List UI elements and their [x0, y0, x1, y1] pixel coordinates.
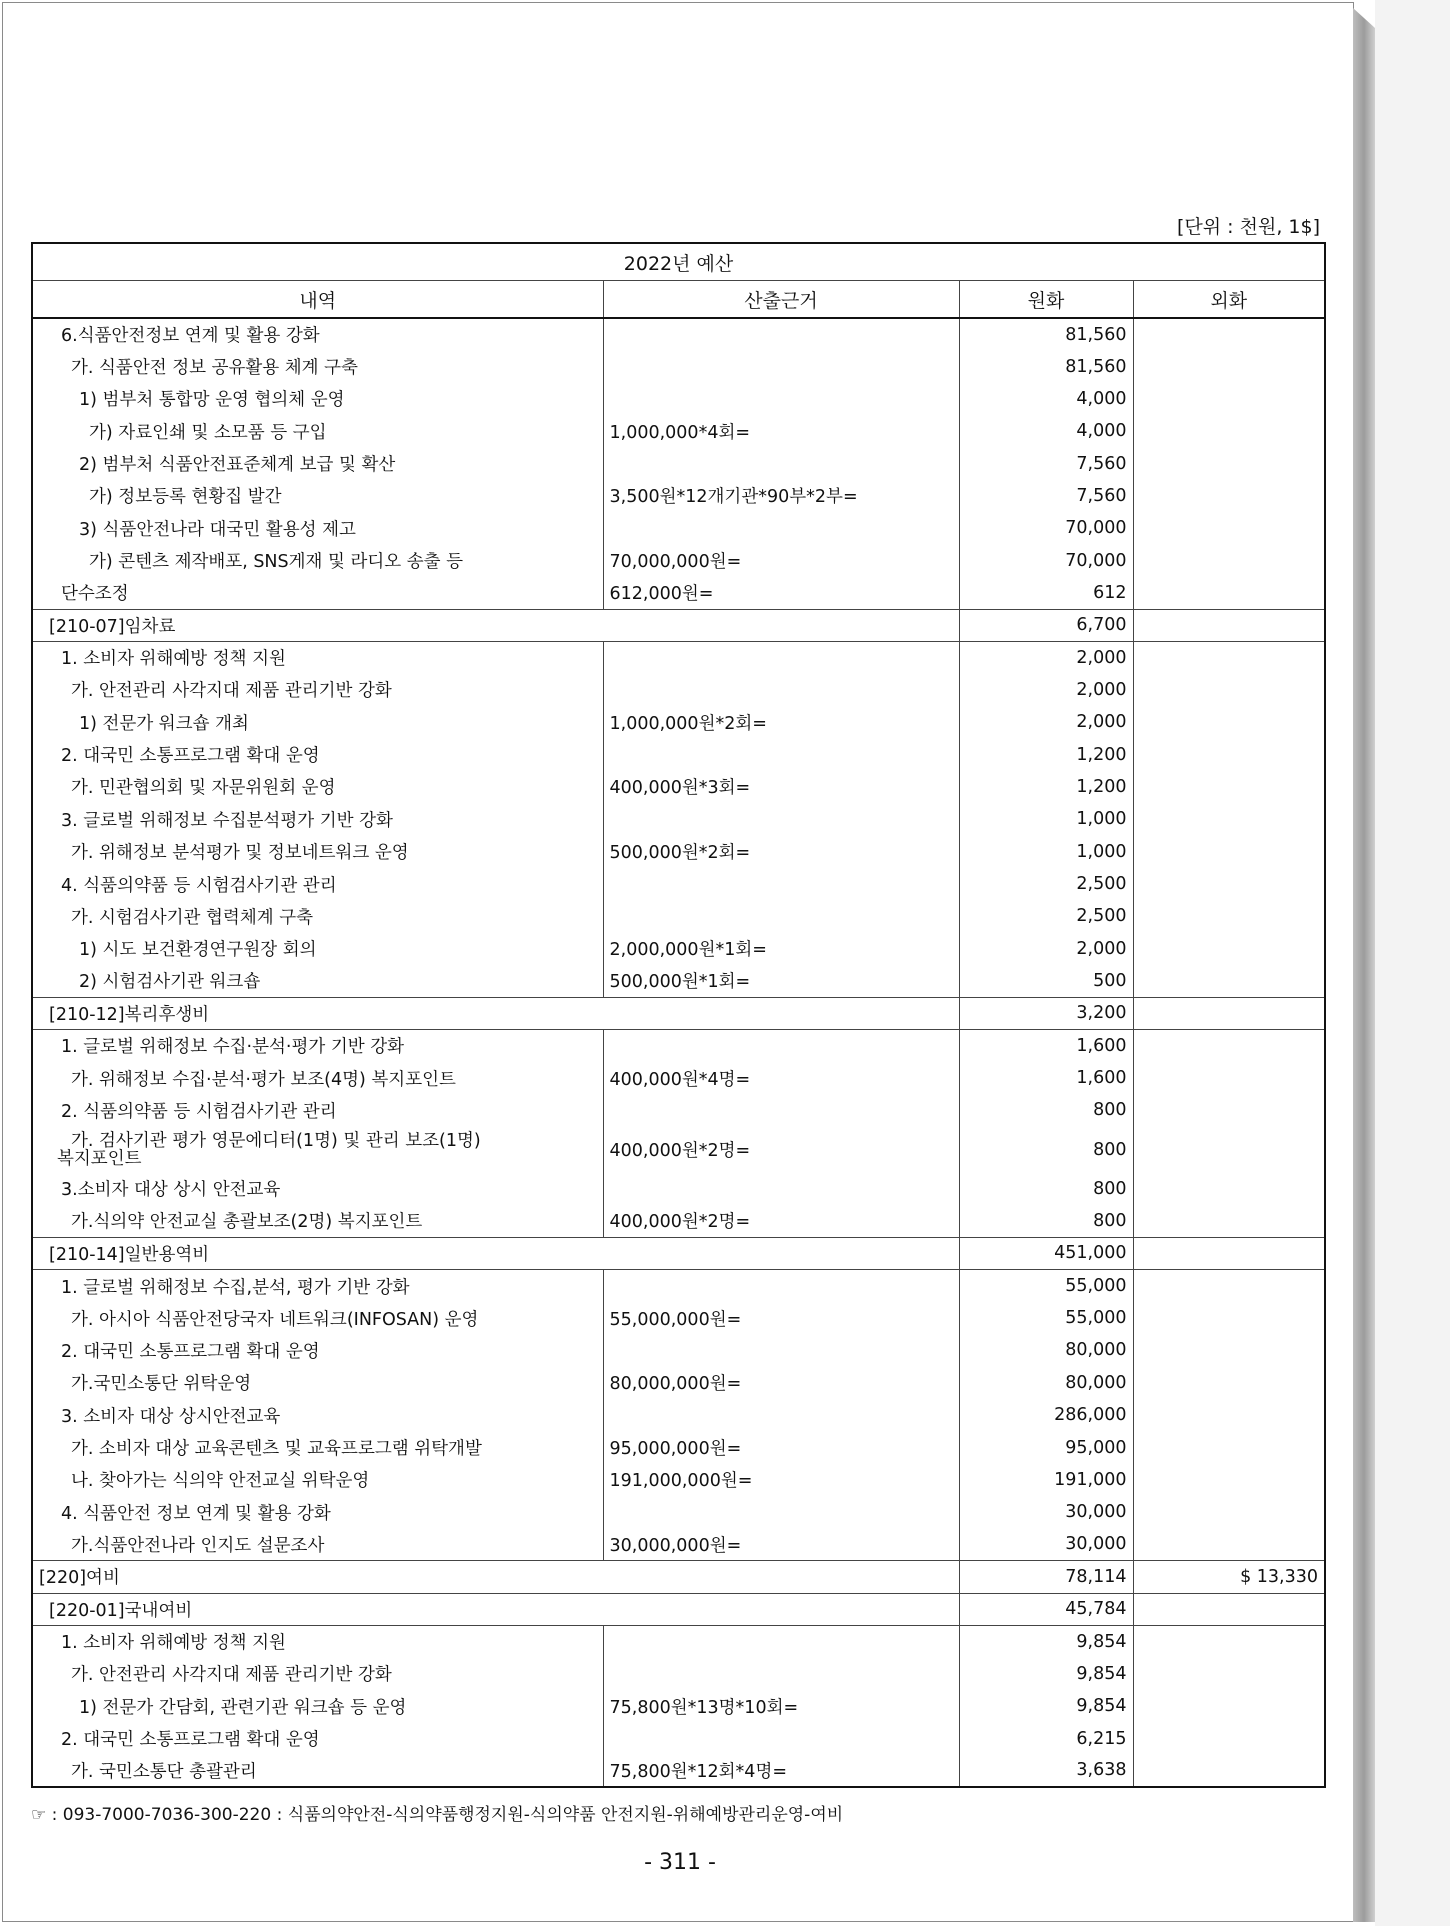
- basis-cell: 2,000,000원*1회=: [603, 933, 959, 965]
- basis-cell: [603, 674, 959, 706]
- krw-cell: 3,200: [959, 997, 1133, 1029]
- krw-cell: 2,000: [959, 933, 1133, 965]
- item-cell: 단수조정: [32, 577, 603, 609]
- foreign-cell: [1133, 1690, 1325, 1722]
- item-text: 가. 검사기관 평가 영문에디터(1명) 및 관리 보조(1명): [71, 1130, 481, 1151]
- basis-cell: [603, 1658, 959, 1690]
- page-edge: [1353, 8, 1375, 1922]
- krw-cell: 70,000: [959, 544, 1133, 576]
- foreign-cell: [1133, 1173, 1325, 1205]
- basis-cell: [603, 641, 959, 673]
- table-row: [32, 544, 1325, 576]
- table-row: [32, 1302, 1325, 1334]
- basis-cell: 400,000원*2명=: [603, 1127, 959, 1173]
- section-row: [32, 1593, 1325, 1625]
- krw-cell: 95,000: [959, 1431, 1133, 1463]
- item-cell: [210-12]복리후생비: [32, 997, 959, 1029]
- table-row: [32, 1496, 1325, 1528]
- table-row: [32, 1722, 1325, 1754]
- foreign-cell: [1133, 1094, 1325, 1126]
- foreign-cell: [1133, 738, 1325, 770]
- foreign-cell: [1133, 1528, 1325, 1560]
- foreign-cell: [1133, 480, 1325, 512]
- table-row: [32, 1464, 1325, 1496]
- basis-cell: [603, 738, 959, 770]
- basis-cell: [603, 1094, 959, 1126]
- item-cell: 1) 전문가 워크숍 개최: [32, 706, 603, 738]
- table-row: [32, 1658, 1325, 1690]
- krw-cell: 4,000: [959, 415, 1133, 447]
- item-cell: 가. 식품안전 정보 공유활용 체계 구축: [32, 350, 603, 382]
- foreign-cell: [1133, 1237, 1325, 1269]
- item-cell: [220-01]국내여비: [32, 1593, 959, 1625]
- basis-cell: [603, 350, 959, 382]
- table-row: [32, 1205, 1325, 1237]
- foreign-cell: [1133, 1270, 1325, 1302]
- basis-cell: 1,000,000*4회=: [603, 415, 959, 447]
- foreign-cell: [1133, 1062, 1325, 1094]
- item-cell: 가.식의약 안전교실 총괄보조(2명) 복지포인트: [32, 1205, 603, 1237]
- item-cell: 가) 콘텐츠 제작배포, SNS게재 및 라디오 송출 등: [32, 544, 603, 576]
- krw-cell: 500: [959, 965, 1133, 997]
- table-row: [32, 1431, 1325, 1463]
- foreign-cell: [1133, 1496, 1325, 1528]
- basis-cell: 30,000,000원=: [603, 1528, 959, 1560]
- item-cell: 2. 대국민 소통프로그램 확대 운영: [32, 738, 603, 770]
- krw-cell: 81,560: [959, 318, 1133, 350]
- section-row: [32, 609, 1325, 641]
- foreign-cell: [1133, 447, 1325, 479]
- table-row: [32, 836, 1325, 868]
- table-row: [32, 415, 1325, 447]
- item-cell: [220]여비: [32, 1561, 959, 1593]
- krw-cell: 3,638: [959, 1755, 1133, 1787]
- krw-cell: 70,000: [959, 512, 1133, 544]
- item-cell: 3. 소비자 대상 상시안전교육: [32, 1399, 603, 1431]
- table-row: [32, 1270, 1325, 1302]
- basis-cell: [603, 803, 959, 835]
- table-row: [32, 706, 1325, 738]
- item-text-continued: 복지포인트: [57, 1148, 142, 1169]
- basis-cell: 500,000원*2회=: [603, 836, 959, 868]
- section-row: [32, 1561, 1325, 1593]
- krw-cell: 9,854: [959, 1690, 1133, 1722]
- basis-cell: [603, 1030, 959, 1062]
- item-cell: 가. 시험검사기관 협력체계 구축: [32, 900, 603, 932]
- foreign-cell: [1133, 1755, 1325, 1787]
- foreign-cell: [1133, 512, 1325, 544]
- foreign-cell: [1133, 771, 1325, 803]
- krw-cell: 800: [959, 1127, 1133, 1173]
- basis-cell: [603, 447, 959, 479]
- basis-cell: [603, 318, 959, 350]
- foreign-cell: [1133, 803, 1325, 835]
- krw-cell: 2,500: [959, 868, 1133, 900]
- item-cell: 3.소비자 대상 상시 안전교육: [32, 1173, 603, 1205]
- basis-cell: 400,000원*2명=: [603, 1205, 959, 1237]
- foreign-cell: [1133, 1334, 1325, 1366]
- foreign-cell: [1133, 1722, 1325, 1754]
- section-row: [32, 997, 1325, 1029]
- krw-cell: 1,200: [959, 771, 1133, 803]
- krw-cell: 2,500: [959, 900, 1133, 932]
- item-cell: 가. 민관협의회 및 자문위원회 운영: [32, 771, 603, 803]
- krw-cell: 45,784: [959, 1593, 1133, 1625]
- item-cell: 2. 대국민 소통프로그램 확대 운영: [32, 1722, 603, 1754]
- table-row: [32, 1690, 1325, 1722]
- table-row: [32, 1399, 1325, 1431]
- item-cell: 가. 안전관리 사각지대 제품 관리기반 강화: [32, 1658, 603, 1690]
- basis-cell: 3,500원*12개기관*90부*2부=: [603, 480, 959, 512]
- krw-cell: 2,000: [959, 706, 1133, 738]
- foreign-cell: [1133, 1205, 1325, 1237]
- basis-cell: 80,000,000원=: [603, 1367, 959, 1399]
- foreign-cell: [1133, 674, 1325, 706]
- footnote: ☞ : 093-7000-7036-300-220 : 식품의약안전-식의약품행정지원-식의약품 안전지원-위해예방관리운영-여비: [31, 1805, 844, 1825]
- item-cell: 2. 대국민 소통프로그램 확대 운영: [32, 1334, 603, 1366]
- table-row: [32, 447, 1325, 479]
- col-header-item: 내역: [32, 281, 603, 319]
- foreign-cell: [1133, 1658, 1325, 1690]
- basis-cell: 500,000원*1회=: [603, 965, 959, 997]
- item-cell: 가. 안전관리 사각지대 제품 관리기반 강화: [32, 674, 603, 706]
- table-row: [32, 900, 1325, 932]
- item-cell: 1) 전문가 간담회, 관련기관 워크숍 등 운영: [32, 1690, 603, 1722]
- table-body: [32, 318, 1325, 1787]
- item-cell: 가) 자료인쇄 및 소모품 등 구입: [32, 415, 603, 447]
- foreign-cell: [1133, 415, 1325, 447]
- krw-cell: 80,000: [959, 1367, 1133, 1399]
- item-cell: 가. 위해정보 수집·분석·평가 보조(4명) 복지포인트: [32, 1062, 603, 1094]
- table-row: [32, 1625, 1325, 1657]
- foreign-cell: [1133, 1464, 1325, 1496]
- foreign-cell: [1133, 1302, 1325, 1334]
- foreign-cell: [1133, 868, 1325, 900]
- krw-cell: 78,114: [959, 1561, 1133, 1593]
- item-cell: 3. 글로벌 위해정보 수집분석평가 기반 강화: [32, 803, 603, 835]
- basis-cell: [603, 1399, 959, 1431]
- krw-cell: 6,215: [959, 1722, 1133, 1754]
- basis-cell: 400,000원*3회=: [603, 771, 959, 803]
- item-cell: 1. 소비자 위해예방 정책 지원: [32, 1625, 603, 1657]
- table-row: [32, 1367, 1325, 1399]
- foreign-cell: [1133, 1030, 1325, 1062]
- foreign-cell: [1133, 1399, 1325, 1431]
- table-row: [32, 318, 1325, 350]
- background-margin: [1375, 0, 1450, 1926]
- table-row: [32, 1062, 1325, 1094]
- item-cell: 가. 위해정보 분석평가 및 정보네트워크 운영: [32, 836, 603, 868]
- krw-cell: 1,600: [959, 1030, 1133, 1062]
- basis-cell: [603, 1270, 959, 1302]
- basis-cell: [603, 868, 959, 900]
- table-row: [32, 1127, 1325, 1173]
- basis-cell: 75,800원*13명*10회=: [603, 1690, 959, 1722]
- item-cell: 1. 소비자 위해예방 정책 지원: [32, 641, 603, 673]
- item-cell: 가. 국민소통단 총괄관리: [32, 1755, 603, 1787]
- krw-cell: 9,854: [959, 1625, 1133, 1657]
- foreign-cell: [1133, 544, 1325, 576]
- krw-cell: 55,000: [959, 1270, 1133, 1302]
- item-cell: [32, 1127, 603, 1173]
- basis-cell: [603, 1496, 959, 1528]
- table-row: [32, 512, 1325, 544]
- basis-cell: 612,000원=: [603, 577, 959, 609]
- basis-cell: 70,000,000원=: [603, 544, 959, 576]
- basis-cell: [603, 512, 959, 544]
- foreign-cell: [1133, 318, 1325, 350]
- krw-cell: 1,200: [959, 738, 1133, 770]
- krw-cell: 81,560: [959, 350, 1133, 382]
- krw-cell: 800: [959, 1173, 1133, 1205]
- krw-cell: 1,000: [959, 803, 1133, 835]
- foreign-cell: $ 13,330: [1133, 1561, 1325, 1593]
- table-row: [32, 965, 1325, 997]
- table-row: [32, 868, 1325, 900]
- krw-cell: 2,000: [959, 674, 1133, 706]
- col-header-krw: 원화: [959, 281, 1133, 319]
- krw-cell: 4,000: [959, 383, 1133, 415]
- table-row: [32, 933, 1325, 965]
- col-header-basis: 산출근거: [603, 281, 959, 319]
- item-cell: 4. 식품안전 정보 연계 및 활용 강화: [32, 1496, 603, 1528]
- krw-cell: 30,000: [959, 1528, 1133, 1560]
- krw-cell: 6,700: [959, 609, 1133, 641]
- table-row: [32, 350, 1325, 382]
- basis-cell: [603, 1334, 959, 1366]
- basis-cell: 191,000,000원=: [603, 1464, 959, 1496]
- krw-cell: 191,000: [959, 1464, 1133, 1496]
- table-row: [32, 674, 1325, 706]
- krw-cell: 1,600: [959, 1062, 1133, 1094]
- krw-cell: 800: [959, 1094, 1133, 1126]
- krw-cell: 7,560: [959, 447, 1133, 479]
- krw-cell: 7,560: [959, 480, 1133, 512]
- item-cell: 가. 소비자 대상 교육콘텐츠 및 교육프로그램 위탁개발: [32, 1431, 603, 1463]
- krw-cell: 30,000: [959, 1496, 1133, 1528]
- item-cell: 6.식품안전정보 연계 및 활용 강화: [32, 318, 603, 350]
- basis-cell: [603, 1625, 959, 1657]
- table-row: [32, 771, 1325, 803]
- table-row: [32, 738, 1325, 770]
- foreign-cell: [1133, 577, 1325, 609]
- krw-cell: 451,000: [959, 1237, 1133, 1269]
- item-cell: 가.식품안전나라 인지도 설문조사: [32, 1528, 603, 1560]
- table-title: 2022년 예산: [32, 243, 1325, 281]
- item-cell: 2) 범부처 식품안전표준체계 보급 및 확산: [32, 447, 603, 479]
- basis-cell: [603, 900, 959, 932]
- foreign-cell: [1133, 933, 1325, 965]
- basis-cell: [603, 1173, 959, 1205]
- foreign-cell: [1133, 1593, 1325, 1625]
- unit-note: [단위 : 천원, 1$]: [1177, 216, 1320, 238]
- table-row: [32, 1094, 1325, 1126]
- table-row: [32, 803, 1325, 835]
- foreign-cell: [1133, 1367, 1325, 1399]
- item-cell: 1) 시도 보건환경연구원장 회의: [32, 933, 603, 965]
- table-row: [32, 1528, 1325, 1560]
- foreign-cell: [1133, 836, 1325, 868]
- basis-cell: 95,000,000원=: [603, 1431, 959, 1463]
- item-cell: 1. 글로벌 위해정보 수집,분석, 평가 기반 강화: [32, 1270, 603, 1302]
- table-row: [32, 577, 1325, 609]
- krw-cell: 612: [959, 577, 1133, 609]
- basis-cell: 55,000,000원=: [603, 1302, 959, 1334]
- table-row: [32, 1334, 1325, 1366]
- table-row: [32, 1173, 1325, 1205]
- basis-cell: 1,000,000원*2회=: [603, 706, 959, 738]
- basis-cell: [603, 383, 959, 415]
- table-row: [32, 1755, 1325, 1787]
- item-cell: 1) 범부처 통합망 운영 협의체 운영: [32, 383, 603, 415]
- table-row: [32, 1030, 1325, 1062]
- krw-cell: 1,000: [959, 836, 1133, 868]
- item-cell: 1. 글로벌 위해정보 수집·분석·평가 기반 강화: [32, 1030, 603, 1062]
- foreign-cell: [1133, 706, 1325, 738]
- foreign-cell: [1133, 997, 1325, 1029]
- foreign-cell: [1133, 1625, 1325, 1657]
- item-cell: 4. 식품의약품 등 시험검사기관 관리: [32, 868, 603, 900]
- basis-cell: [603, 1722, 959, 1754]
- table-row: [32, 641, 1325, 673]
- foreign-cell: [1133, 383, 1325, 415]
- section-row: [32, 1237, 1325, 1269]
- basis-cell: 400,000원*4명=: [603, 1062, 959, 1094]
- foreign-cell: [1133, 900, 1325, 932]
- item-cell: [210-07]임차료: [32, 609, 959, 641]
- foreign-cell: [1133, 1431, 1325, 1463]
- table-row: [32, 480, 1325, 512]
- foreign-cell: [1133, 965, 1325, 997]
- page-number: - 311 -: [644, 1850, 716, 1875]
- item-cell: 가) 정보등록 현황집 발간: [32, 480, 603, 512]
- foreign-cell: [1133, 609, 1325, 641]
- foreign-cell: [1133, 641, 1325, 673]
- budget-table: [31, 242, 1326, 1788]
- item-cell: 3) 식품안전나라 대국민 활용성 제고: [32, 512, 603, 544]
- foreign-cell: [1133, 1127, 1325, 1173]
- item-cell: 2) 시험검사기관 워크숍: [32, 965, 603, 997]
- krw-cell: 9,854: [959, 1658, 1133, 1690]
- krw-cell: 55,000: [959, 1302, 1133, 1334]
- item-cell: 나. 찾아가는 식의약 안전교실 위탁운영: [32, 1464, 603, 1496]
- basis-cell: 75,800원*12회*4명=: [603, 1755, 959, 1787]
- table-row: [32, 383, 1325, 415]
- krw-cell: 800: [959, 1205, 1133, 1237]
- item-cell: 2. 식품의약품 등 시험검사기관 관리: [32, 1094, 603, 1126]
- krw-cell: 80,000: [959, 1334, 1133, 1366]
- foreign-cell: [1133, 350, 1325, 382]
- item-cell: 가. 아시아 식품안전당국자 네트워크(INFOSAN) 운영: [32, 1302, 603, 1334]
- col-header-foreign: 외화: [1133, 281, 1325, 319]
- item-cell: 가.국민소통단 위탁운영: [32, 1367, 603, 1399]
- krw-cell: 286,000: [959, 1399, 1133, 1431]
- krw-cell: 2,000: [959, 641, 1133, 673]
- item-cell: [210-14]일반용역비: [32, 1237, 959, 1269]
